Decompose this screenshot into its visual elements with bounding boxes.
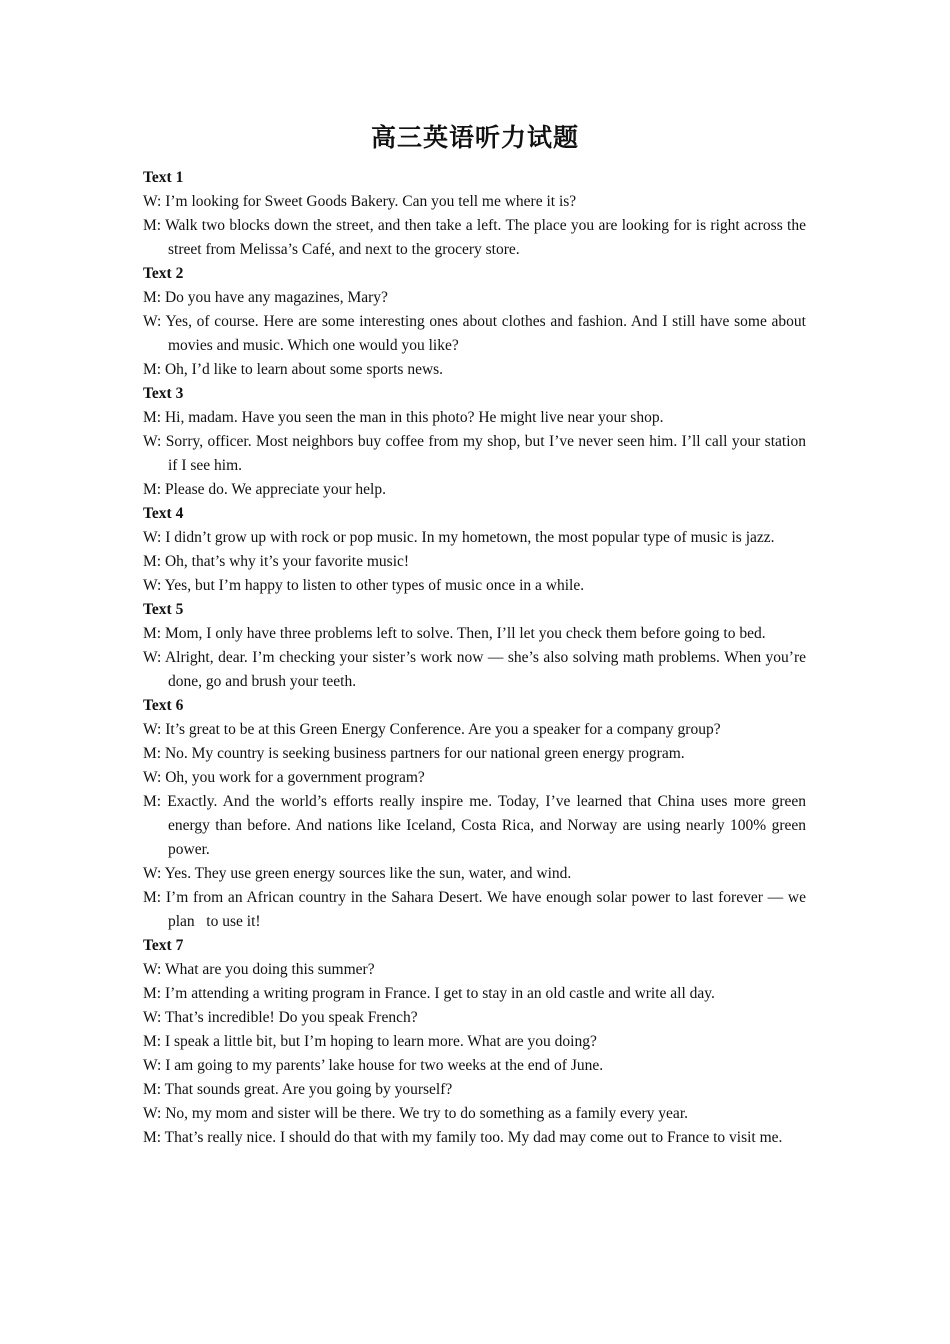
dialogue-line: M: Oh, that’s why it’s your favorite music!	[143, 553, 410, 570]
dialogue-line: M: That’s really nice. I should do that with my family too. My dad may come out to France to visit me.	[143, 1129, 783, 1146]
dialogue-line: M: Oh, I’d like to learn about some sports news.	[143, 361, 444, 378]
section-text-1	[143, 166, 806, 262]
dialogue-line: W: I’m looking for Sweet Goods Bakery. Can you tell me where it is?	[143, 193, 577, 210]
section-heading: Text 2	[143, 265, 184, 282]
dialogue-line: W: Yes. They use green energy sources like the sun, water, and wind.	[143, 865, 572, 882]
dialogue-line: W: Alright, dear. I’m checking your sister’s work now — she’s also solving math problems. When you’re done, go and brush your teeth.	[143, 649, 806, 690]
dialogue-line: M: Exactly. And the world’s efforts really inspire me. Today, I’ve learned that China uses more green energy than before. And nations like Iceland, Costa Rica, and Norway are using nearly 100% green power.	[143, 793, 806, 858]
section-text-4	[143, 502, 806, 598]
dialogue-line: W: No, my mom and sister will be there. We try to do something as a family every year.	[143, 1105, 688, 1122]
dialogue-line: M: Walk two blocks down the street, and then take a left. The place you are looking for is right across the street from Melissa’s Café, and next to the grocery store.	[143, 217, 806, 258]
dialogue-line: W: Yes, but I’m happy to listen to other types of music once in a while.	[143, 577, 585, 594]
dialogue-line: M: Hi, madam. Have you seen the man in this photo? He might live near your shop.	[143, 409, 664, 426]
dialogue-line: W: Yes, of course. Here are some interesting ones about clothes and fashion. And I still have some about movies and music. Which one would you like?	[143, 313, 806, 354]
section-heading: Text 1	[143, 169, 184, 186]
dialogue-line: W: It’s great to be at this Green Energy Conference. Are you a speaker for a company group?	[143, 721, 721, 738]
dialogue-line: M: I speak a little bit, but I’m hoping to learn more. What are you doing?	[143, 1033, 597, 1050]
dialogue-line: W: That’s incredible! Do you speak French?	[143, 1009, 418, 1026]
dialogue-line: M: No. My country is seeking business partners for our national green energy program.	[143, 745, 685, 762]
section-text-3	[143, 382, 806, 502]
section-heading: Text 4	[143, 505, 184, 522]
dialogue-line: W: Oh, you work for a government program?	[143, 769, 425, 786]
section-text-2	[143, 262, 806, 382]
dialogue-line: W: What are you doing this summer?	[143, 961, 375, 978]
section-text-5	[143, 598, 806, 694]
section-heading: Text 7	[143, 937, 184, 954]
dialogue-line: M: Please do. We appreciate your help.	[143, 481, 386, 498]
dialogue-line: W: I didn’t grow up with rock or pop music. In my hometown, the most popular type of music is jazz.	[143, 529, 775, 546]
section-text-6	[143, 694, 810, 934]
dialogue-line: M: Do you have any magazines, Mary?	[143, 289, 388, 306]
section-heading: Text 5	[143, 601, 184, 618]
section-text-7	[143, 934, 806, 1150]
page-title: 高三英语听力试题	[370, 123, 579, 152]
dialogue-line: W: Sorry, officer. Most neighbors buy coffee from my shop, but I’ve never seen him. I’ll call your station if I see him.	[143, 433, 806, 474]
dialogue-line: M: I’m from an African country in the Sahara Desert. We have enough solar power to last forever — we plan to use it!	[143, 889, 810, 930]
section-heading: Text 3	[143, 385, 184, 402]
transcript-body	[143, 166, 810, 1150]
dialogue-line: M: That sounds great. Are you going by yourself?	[143, 1081, 453, 1098]
dialogue-line: M: I’m attending a writing program in France. I get to stay in an old castle and write all day.	[143, 985, 715, 1002]
dialogue-line: M: Mom, I only have three problems left to solve. Then, I’ll let you check them before going to bed.	[143, 625, 766, 642]
dialogue-line: W: I am going to my parents’ lake house for two weeks at the end of June.	[143, 1057, 604, 1074]
section-heading: Text 6	[143, 697, 184, 714]
